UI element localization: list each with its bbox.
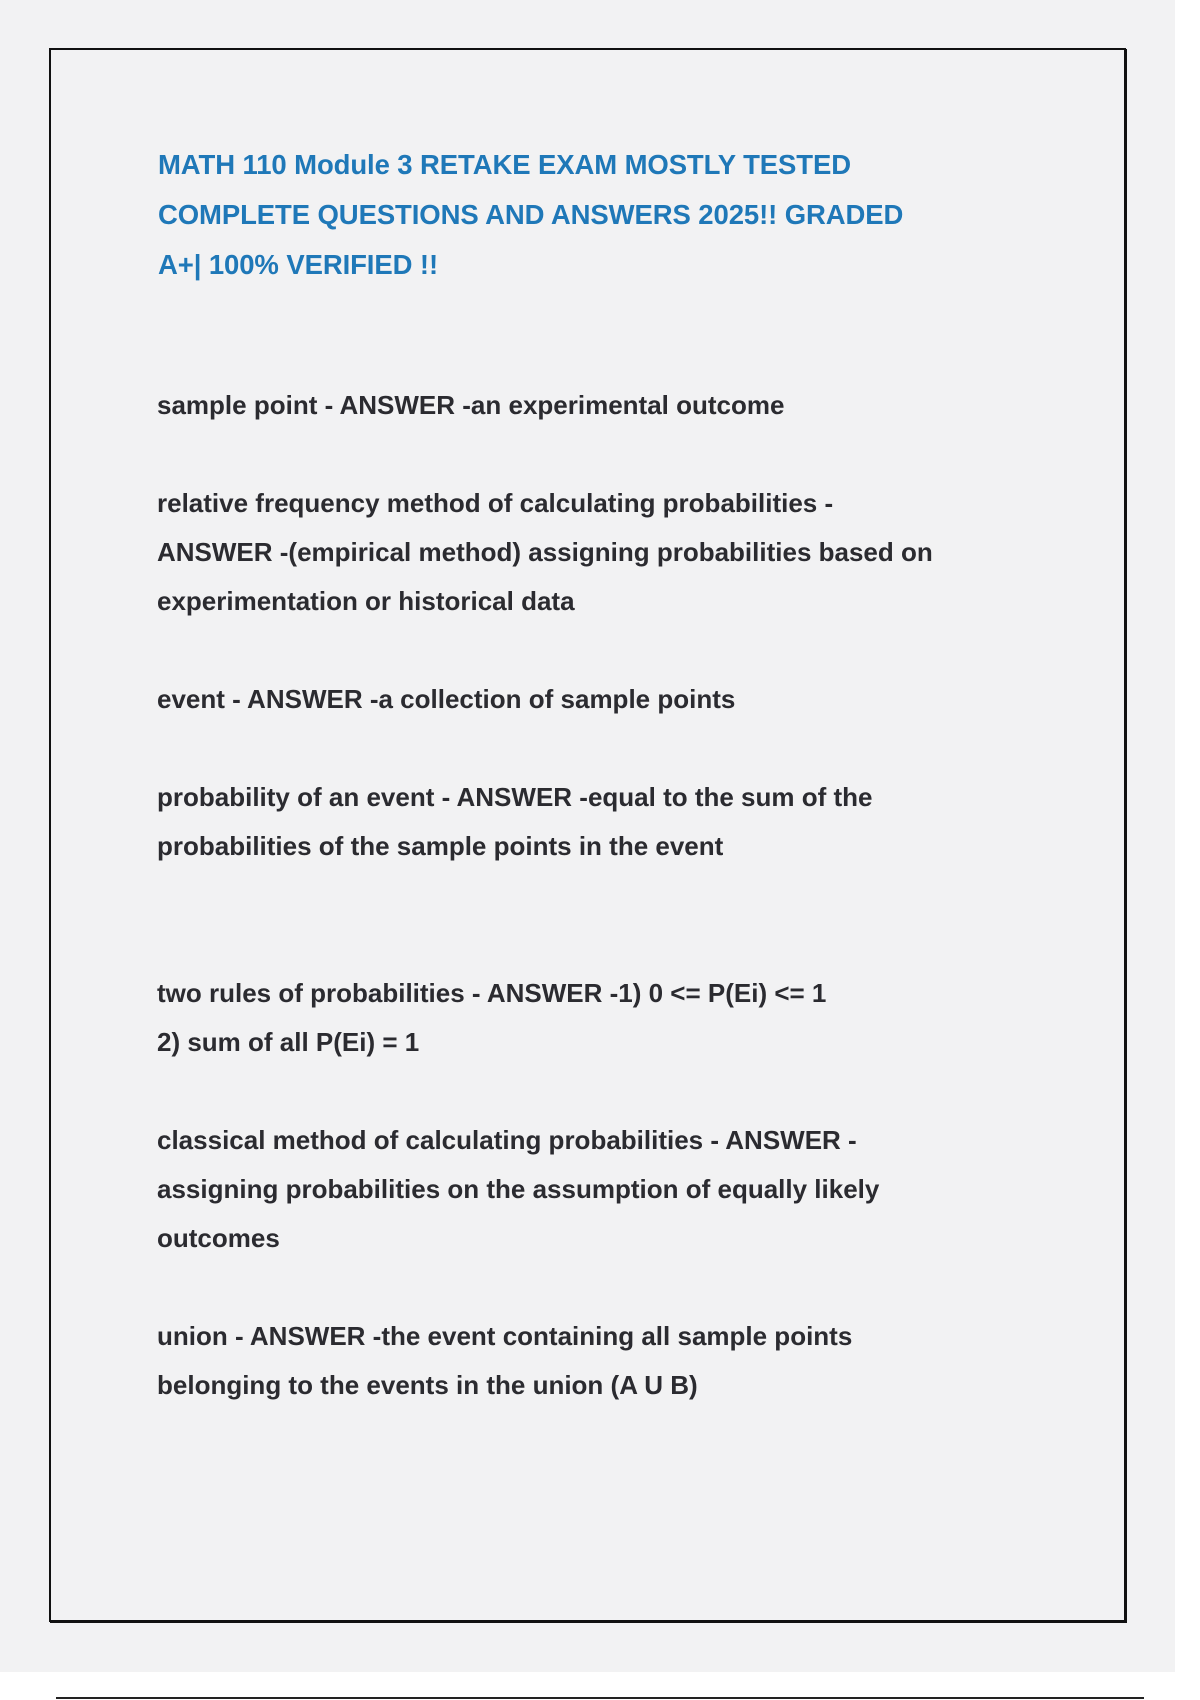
next-page-edge-divider bbox=[56, 1697, 1144, 1699]
qa-entry-classical-method: classical method of calculating probabilities - ANSWER - assigning probabilities on the assumption of equally likely outcomes bbox=[157, 1125, 880, 1253]
qa-entry-relative-frequency: relative frequency method of calculating probabilities - ANSWER -(empirical method) assigning probabilities based on experimentation or historical data bbox=[157, 488, 933, 616]
qa-entry-sample-point: sample point - ANSWER -an experimental outcome bbox=[157, 390, 785, 420]
document-title: MATH 110 Module 3 RETAKE EXAM MOSTLY TESTED COMPLETE QUESTIONS AND ANSWERS 2025!! GRADED A+| 100% VERIFIED !! bbox=[158, 149, 904, 280]
qa-entry-two-rules: two rules of probabilities - ANSWER -1) 0 <= P(Ei) <= 1 2) sum of all P(Ei) = 1 bbox=[157, 978, 827, 1057]
qa-entry-union: union - ANSWER -the event containing all sample points belonging to the events in the union (A U B) bbox=[157, 1321, 853, 1400]
qa-entry-event: event - ANSWER -a collection of sample points bbox=[157, 684, 736, 714]
qa-entry-probability-of-event: probability of an event - ANSWER -equal to the sum of the probabilities of the sample points in the event bbox=[157, 782, 873, 861]
